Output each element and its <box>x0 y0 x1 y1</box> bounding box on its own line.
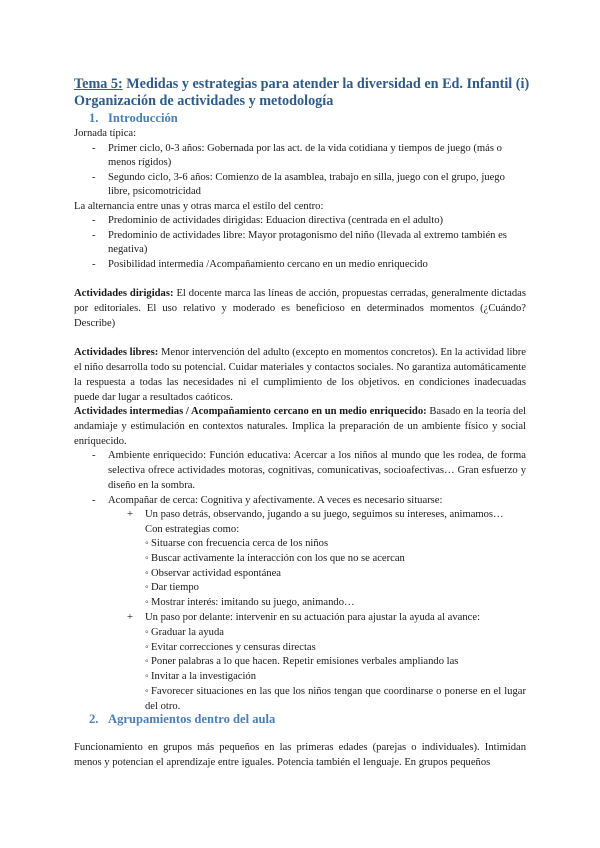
dirigidas-text: El docente marca las líneas de acción, propuestas cerradas, generalmente dictadas por editoriales. El uso relativo y moderado es beneficioso en determinados momentos (¿Cuándo? Describe) <box>74 288 526 329</box>
delante-item-3: Poner palabras a lo que hacen. Repetir emisiones verbales ampliando las <box>151 656 459 667</box>
dash-marker: - <box>92 215 96 226</box>
bullet-dot: ◦ <box>145 553 149 564</box>
bullet-dot: ◦ <box>145 671 149 682</box>
document-title <box>74 76 544 110</box>
intermedias-text: Basado en la teoría del andamiaje y estimulación en contextos naturales. Implica la preparación de un ambiente físico y social enriquecido. <box>74 406 526 447</box>
bullet-dot: ◦ <box>145 538 149 549</box>
favorecer-paragraph: Favorecer situaciones en las que los niños tengan que coordinarse o ponerse en el lugar del otro. <box>145 686 526 712</box>
delante-item-2: Evitar correcciones y censuras directas <box>151 642 316 653</box>
section2-heading: Agrupamientos dentro del aula <box>108 712 276 726</box>
alternancia-item-3: Posibilidad intermedia /Acompañamiento cercano en un medio enriquecido <box>108 259 428 270</box>
detras-item-5: Mostrar interés: imitando su juego, animando… <box>151 597 355 608</box>
dash-marker: - <box>92 230 96 241</box>
intermedias-label: Actividades intermedias / Acompañamiento cercano en un medio enriquecido: <box>74 406 427 417</box>
acompanar-text: Acompañar de cerca: Cognitiva y afectivamente. A veces es necesario situarse: <box>108 495 443 506</box>
jornada-item-2: Segundo ciclo, 3-6 años: Comienzo de la asamblea, trabajo en silla, juego con el grupo, juego <box>108 172 505 183</box>
delante-item-1: Graduar la ayuda <box>151 627 224 638</box>
dirigidas-label: Actividades dirigidas: <box>74 288 174 299</box>
jornada-item-1: Primer ciclo, 0-3 años: Gobernada por las act. de la vida cotidiana y tiempos de juego (más o <box>108 143 502 154</box>
dash-marker: - <box>92 495 96 506</box>
dash-marker: - <box>92 172 96 183</box>
intermedias-paragraph <box>74 404 526 449</box>
detras-item-3: Observar actividad espontánea <box>151 568 282 579</box>
bullet-dot: ◦ <box>145 627 149 638</box>
title-line2: Organización de actividades y metodología <box>74 93 334 109</box>
detras-item-2: Buscar activamente la interacción con los que no se acercan <box>151 553 405 564</box>
section1-heading: Introducción <box>108 111 178 125</box>
agrupamientos-paragraph: Funcionamiento en grupos más pequeños en las primeras edades (parejas o individuales). Intimidan menos y potencian el aprendizaje entre iguales. Potencia también el lenguaje. En grupos pequeños <box>74 742 526 768</box>
bullet-dot: ◦ <box>145 582 149 593</box>
bullet-dot: ◦ <box>145 597 149 608</box>
title-tema: Tema 5: <box>74 76 123 92</box>
alternancia-item-1: Predominio de actividades dirigidas: Eduacion directiva (centrada en el adulto) <box>108 215 444 226</box>
libres-paragraph <box>74 345 526 405</box>
dash-marker: - <box>92 450 96 461</box>
section2-number: 2. <box>89 712 99 726</box>
bullet-dot: ◦ <box>145 686 149 697</box>
title-line1: Medidas y estrategias para atender la diversidad en Ed. Infantil (i) <box>122 76 530 92</box>
jornada-item-1-cont: menos rígidos) <box>108 157 172 168</box>
alternancia-item-2: Predominio de actividades libre: Mayor protagonismo del niño (llevada al extremo también es <box>108 230 507 241</box>
paso-detras-text: Un paso detrás, observando, jugando a su juego, seguimos su intereses, animamos… <box>145 509 504 520</box>
dirigidas-paragraph <box>74 286 526 331</box>
ambiente-paragraph: Ambiente enriquecido: Función educativa: Acercar a los niños al mundo que les rodea, de forma selectiva ofrece actividades motoras, cognitivas, comunicativas, socioafectivas… Gran esfuerzo y diseño en la sombra. <box>108 450 526 491</box>
plus-marker: + <box>127 612 133 623</box>
delante-item-4: Invitar a la investigación <box>151 671 257 682</box>
section1-number: 1. <box>89 111 99 125</box>
dash-marker: - <box>92 143 96 154</box>
detras-item-4: Dar tiempo <box>151 582 199 593</box>
detras-item-1: Situarse con frecuencia cerca de los niños <box>151 538 329 549</box>
libres-text: Menor intervención del adulto (excepto en momentos concretos). En la actividad libre el niño desarrolla todo su potencial. Cuidar materiales y contactos sociales. No garantiza automáticamente la respuesta a todas las necesidades ni el cumplimiento de los objetivos. en condiciones inadecuadas puede dar lugar a resultados caóticos. <box>74 347 527 403</box>
libres-label: Actividades libres: <box>74 347 159 358</box>
plus-marker: + <box>127 509 133 520</box>
jornada-label: Jornada típica: <box>74 128 137 139</box>
bullet-dot: ◦ <box>145 656 149 667</box>
bullet-dot: ◦ <box>145 568 149 579</box>
paso-delante-text: Un paso por delante: intervenir en su actuación para ajustar la ayuda al avance: <box>145 612 481 623</box>
jornada-item-2-cont: libre, psicomotricidad <box>108 186 201 197</box>
dash-marker: - <box>92 259 96 270</box>
alternancia-label: La alternancia entre unas y otras marca el estilo del centro: <box>74 201 324 212</box>
estrategias-text: Con estrategias como: <box>145 524 240 535</box>
bullet-dot: ◦ <box>145 642 149 653</box>
alternancia-item-2-cont: negativa) <box>108 244 148 255</box>
